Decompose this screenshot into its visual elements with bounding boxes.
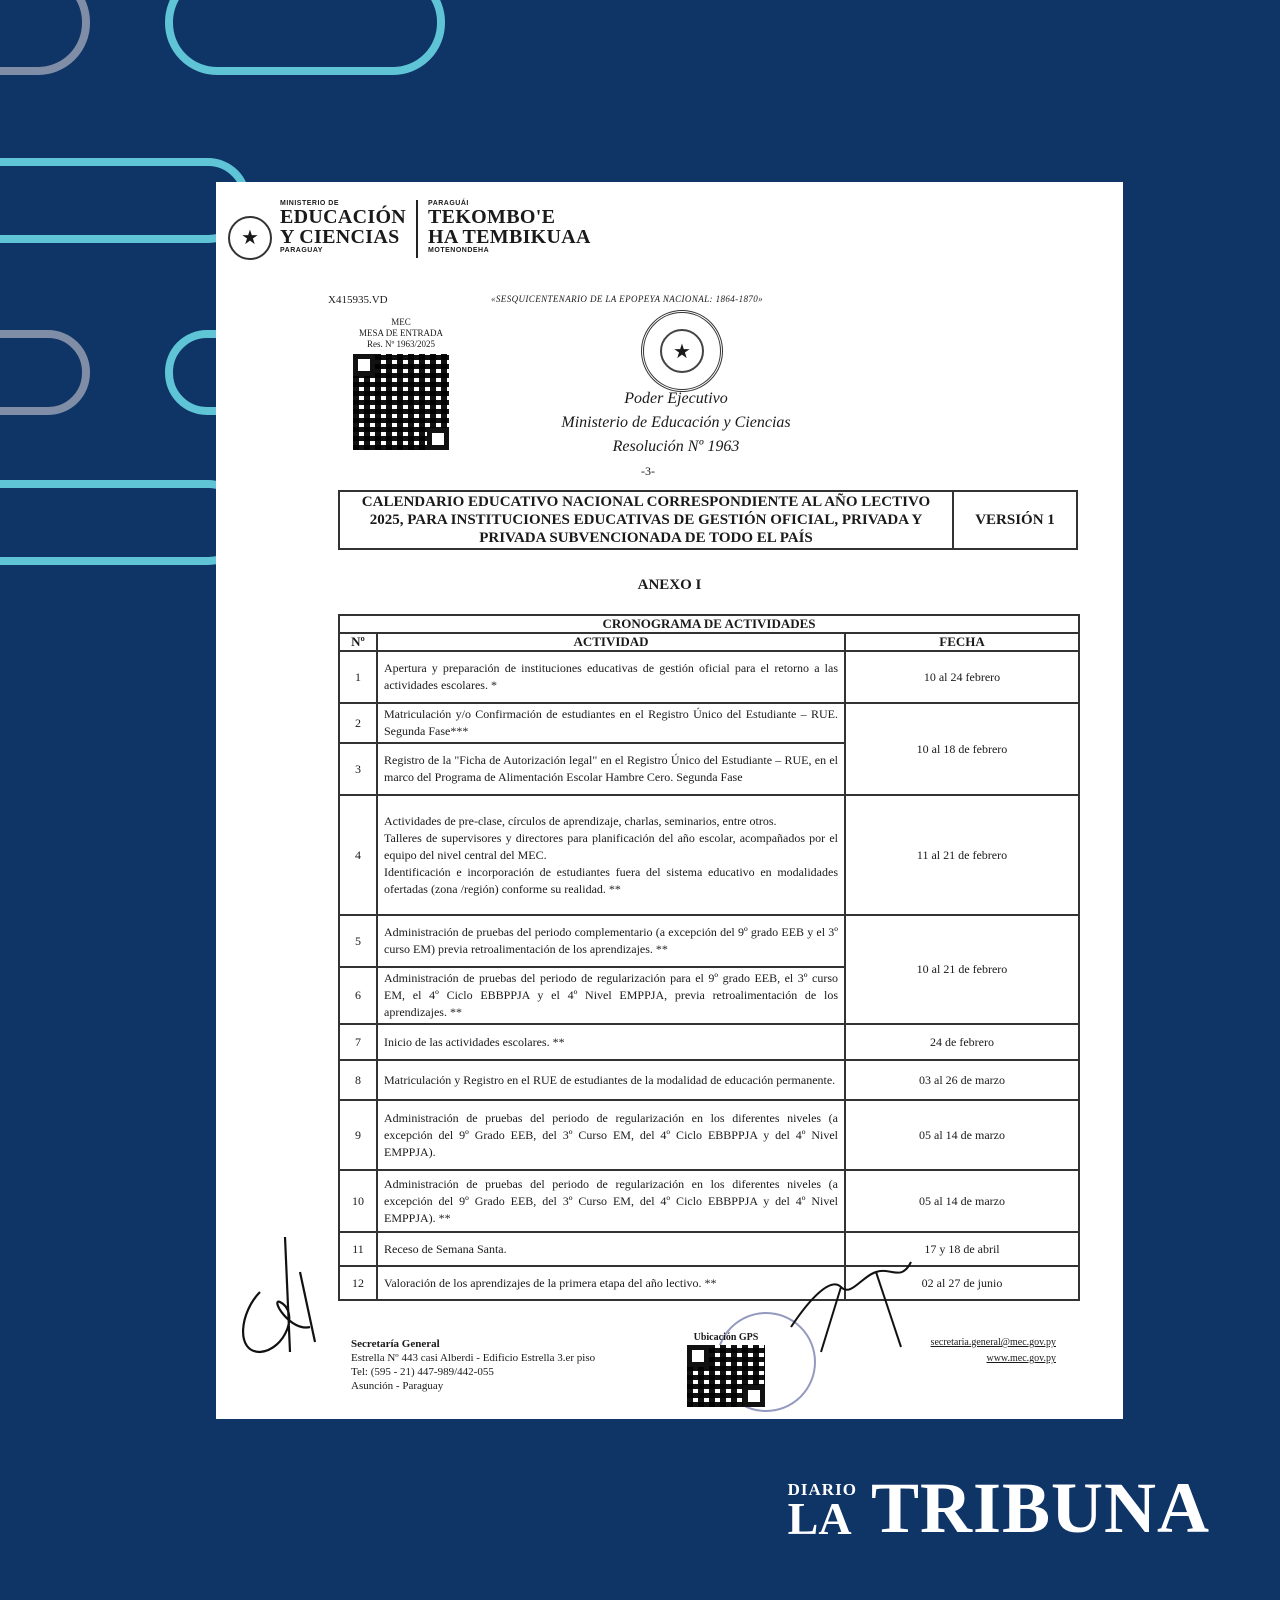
signature-left <box>230 1232 320 1362</box>
table-row: 9 Administración de pruebas del periodo de regularización en los diferentes niveles (a excepción del 9º Grado EEB, del 3º Curso EM, del 4º Ciclo EBBPPJA y del 4º Nivel EMPPJA). 05 al 14 de marzo <box>339 1100 1079 1170</box>
ministry-logo <box>228 200 591 260</box>
email-link[interactable]: secretaria.general@mec.gov.py <box>930 1337 1056 1348</box>
table-row: 1 Apertura y preparación de instituciones educativas de gestión oficial para el retorno a las actividades escolares. * 10 al 24 febrero <box>339 651 1079 703</box>
website-link[interactable]: www.mec.gov.py <box>986 1353 1056 1364</box>
col-header-number: Nº <box>339 633 377 651</box>
republic-emblem <box>641 310 723 392</box>
table-caption: CRONOGRAMA DE ACTIVIDADES <box>339 615 1079 633</box>
col-header-date: FECHA <box>845 633 1079 651</box>
table-row: 3 Registro de la "Ficha de Autorización legal" en el Registro Único del Estudiante – RUE, en el marco del Programa de Alimentación Escolar Hambre Cero. Segunda Fase <box>339 743 1079 795</box>
decor-pill-6 <box>0 480 250 565</box>
decor-pill-2 <box>165 0 445 75</box>
document-reference: X415935.VD <box>328 294 388 306</box>
schedule-table <box>338 614 1080 1301</box>
table-row: 11 Receso de Semana Santa. 17 y 18 de abril <box>339 1232 1079 1266</box>
table-row: 10 Administración de pruebas del periodo de regularización en los diferentes niveles (a excepción del 9º Grado EEB, del 3º Curso EM, del 4º Ciclo EBBPPJA y del 4º Nivel EMPPJA). ** 05 al 14 de marzo <box>339 1170 1079 1232</box>
qr-code-icon[interactable] <box>353 354 449 450</box>
document-title-box <box>338 490 1078 550</box>
table-row: 4 Actividades de pre-clase, círculos de aprendizaje, charlas, seminarios, entre otros. Talleres de supervisores y directores para planificación del año escolar, acompañados por el equipo del nivel central del MEC. Identificación e incorporación de estudiantes fuera del sistema educativo en modalidades ofertadas (zona /región) conforme su realidad. ** 11 al 21 de febrero <box>339 795 1079 915</box>
entry-stamp: MEC MESA DE ENTRADA Res. Nº 1963/2025 <box>341 317 461 450</box>
table-row: 8 Matriculación y Registro en el RUE de estudiantes de la modalidad de educación permanente. 03 al 26 de marzo <box>339 1060 1079 1100</box>
page-number: -3- <box>641 464 655 478</box>
brand-logo: DIARIO LA TRIBUNA <box>787 1468 1210 1548</box>
decor-pill-1 <box>0 0 90 75</box>
decor-pill-3 <box>0 158 250 243</box>
footer-links <box>871 1335 1056 1367</box>
motto: «SESQUICENTENARIO DE LA EPOPEYA NACIONAL: 1864-1870» <box>491 294 764 304</box>
annex-heading: ANEXO I <box>637 577 702 593</box>
version-label: VERSIÓN 1 <box>975 511 1055 528</box>
table-row: 5 Administración de pruebas del periodo complementario (a excepción del 9º grado EEB y el 3º curso EM) previa retroalimentación de los aprendizajes. ** 10 al 21 de febrero <box>339 915 1079 967</box>
document-page <box>216 182 1123 1419</box>
table-row: 6 Administración de pruebas del periodo de regularización para el 9º grado EEB, el 3º curso EM, el 4º Ciclo EBBPPJA y el 4º Nivel EMPPJA, previa retroalimentación de los aprendizajes. ** <box>339 967 1079 1024</box>
decor-pill-4 <box>0 330 90 415</box>
table-header-row <box>339 633 1079 651</box>
footer-contact: Secretaría General Estrella Nº 443 casi Alberdi - Edificio Estrella 3.er piso Tel: (595 - 21) 447-989/442-055 Asunción - Paraguay <box>351 1338 596 1392</box>
gps-location: Ubicación GPS <box>686 1332 766 1407</box>
table-row: 2 Matriculación y/o Confirmación de estudiantes en el Registro Único del Estudiante – RUE. Segunda Fase*** 10 al 18 de febrero <box>339 703 1079 743</box>
logo-divider <box>416 200 418 258</box>
national-seal-icon: ★ <box>228 216 272 260</box>
col-header-activity: ACTIVIDAD <box>377 633 845 651</box>
ministry-name-guarani: PARAGUÁI TEKOMBO'E HA TEMBIKUAA MOTENONDEHA <box>428 200 591 254</box>
document-title: CALENDARIO EDUCATIVO NACIONAL CORRESPONDIENTE AL AÑO LECTIVO 2025, PARA INSTITUCIONES EDUCATIVAS DE GESTIÓN OFICIAL, PRIVADA Y PRIVADA SUBVENCIONADA DE TODO EL PAÍS <box>340 492 954 548</box>
ministry-name: MINISTERIO DE EDUCACIÓN Y CIENCIAS PARAGUAY <box>280 200 407 254</box>
table-row: 7 Inicio de las actividades escolares. ** 24 de febrero <box>339 1024 1079 1060</box>
resolution-heading: Poder Ejecutivo Ministerio de Educación y Ciencias Resolución Nº 1963 <box>561 390 791 455</box>
table-caption-row <box>339 615 1079 633</box>
emblem-star-icon: ★ <box>660 329 704 373</box>
table-row: 12 Valoración de los aprendizajes de la primera etapa del año lectivo. ** 02 al 27 de junio <box>339 1266 1079 1300</box>
location-qr-code-icon[interactable] <box>687 1345 765 1407</box>
